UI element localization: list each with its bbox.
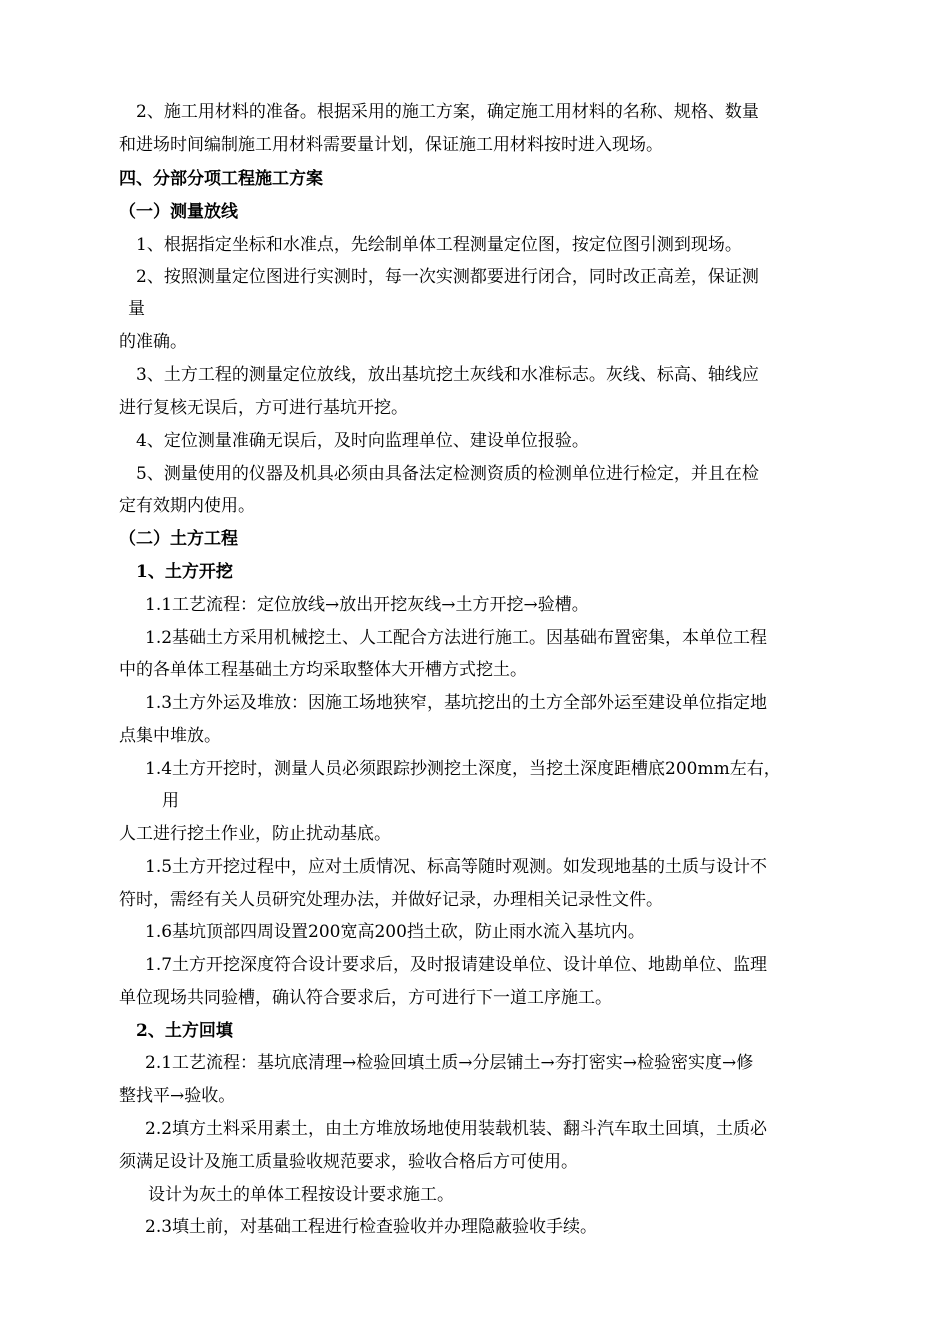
paragraph-line: 和进场时间编制施工用材料需要量计划，保证施工用材料按时进入现场。 [119, 135, 663, 155]
paragraph-line: 4、定位测量准确无误后，及时向监理单位、建设单位报验。 [136, 431, 589, 451]
paragraph-line: 1.5土方开挖过程中，应对土质情况、标高等随时观测。如发现地基的土质与设计不 [145, 857, 768, 877]
paragraph-line: 进行复核无误后，方可进行基坑开挖。 [119, 398, 408, 418]
paragraph-line: 2.2填方土料采用素土，由土方堆放场地使用装载机装、翻斗汽车取土回填，土质必 [145, 1119, 768, 1139]
paragraph-line: 整找平→验收。 [119, 1086, 236, 1106]
paragraph-line: 设计为灰土的单体工程按设计要求施工。 [148, 1185, 454, 1205]
paragraph-line: 须满足设计及施工质量验收规范要求，验收合格后方可使用。 [119, 1152, 578, 1172]
paragraph-line: 5、测量使用的仪器及机具必须由具备法定检测资质的检测单位进行检定，并且在检 [136, 464, 759, 484]
paragraph-line: 点集中堆放。 [119, 726, 221, 746]
paragraph-line: 2.1工艺流程：基坑底清理→检验回填土质→分层铺土→夯打密实→检验密实度→修 [145, 1053, 754, 1073]
paragraph-line: 符时，需经有关人员研究处理办法，并做好记录，办理相关记录性文件。 [119, 890, 663, 910]
paragraph-line: 1.7土方开挖深度符合设计要求后，及时报请建设单位、设计单位、地勘单位、监理 [145, 955, 768, 975]
paragraph-line: 2、施工用材料的准备。根据采用的施工方案，确定施工用材料的名称、规格、数量 [136, 102, 759, 122]
paragraph-line: 人工进行挖土作业，防止扰动基底。 [119, 824, 391, 844]
section-heading: 四、分部分项工程施工方案 [119, 169, 323, 189]
item-heading: 1、土方开挖 [136, 562, 233, 582]
paragraph-line: 1.1工艺流程：定位放线→放出开挖灰线→土方开挖→验槽。 [145, 595, 589, 615]
subsection-heading: （一）测量放线 [119, 202, 238, 222]
paragraph-line: 3、土方工程的测量定位放线，放出基坑挖土灰线和水准标志。灰线、标高、轴线应 [136, 365, 759, 385]
paragraph-line: 的准确。 [119, 332, 187, 352]
item-heading: 2、土方回填 [136, 1021, 233, 1041]
paragraph-line: 1.3土方外运及堆放：因施工场地狭窄，基坑挖出的土方全部外运至建设单位指定地 [145, 693, 768, 713]
paragraph-line: 量 [128, 299, 145, 319]
subsection-heading: （二）土方工程 [119, 529, 238, 549]
paragraph-line: 1、根据指定坐标和水准点，先绘制单体工程测量定位图，按定位图引测到现场。 [136, 235, 742, 255]
paragraph-line: 1.2基础土方采用机械挖土、人工配合方法进行施工。因基础布置密集，本单位工程 [145, 628, 768, 648]
paragraph-line: 1.6基坑顶部四周设置200宽高200挡土砍，防止雨水流入基坑内。 [145, 922, 645, 942]
paragraph-line: 2、按照测量定位图进行实测时，每一次实测都要进行闭合，同时改正高差，保证测 [136, 267, 759, 287]
paragraph-line: 定有效期内使用。 [119, 496, 255, 516]
paragraph-line: 2.3填土前，对基础工程进行检查验收并办理隐蔽验收手续。 [145, 1217, 598, 1237]
paragraph-line: 中的各单体工程基础土方均采取整体大开槽方式挖土。 [119, 660, 527, 680]
paragraph-line: 用 [162, 791, 179, 811]
paragraph-line: 1.4土方开挖时，测量人员必须跟踪抄测挖土深度，当挖土深度距槽底200mm左右， [145, 759, 781, 779]
paragraph-line: 单位现场共同验槽，确认符合要求后，方可进行下一道工序施工。 [119, 988, 612, 1008]
